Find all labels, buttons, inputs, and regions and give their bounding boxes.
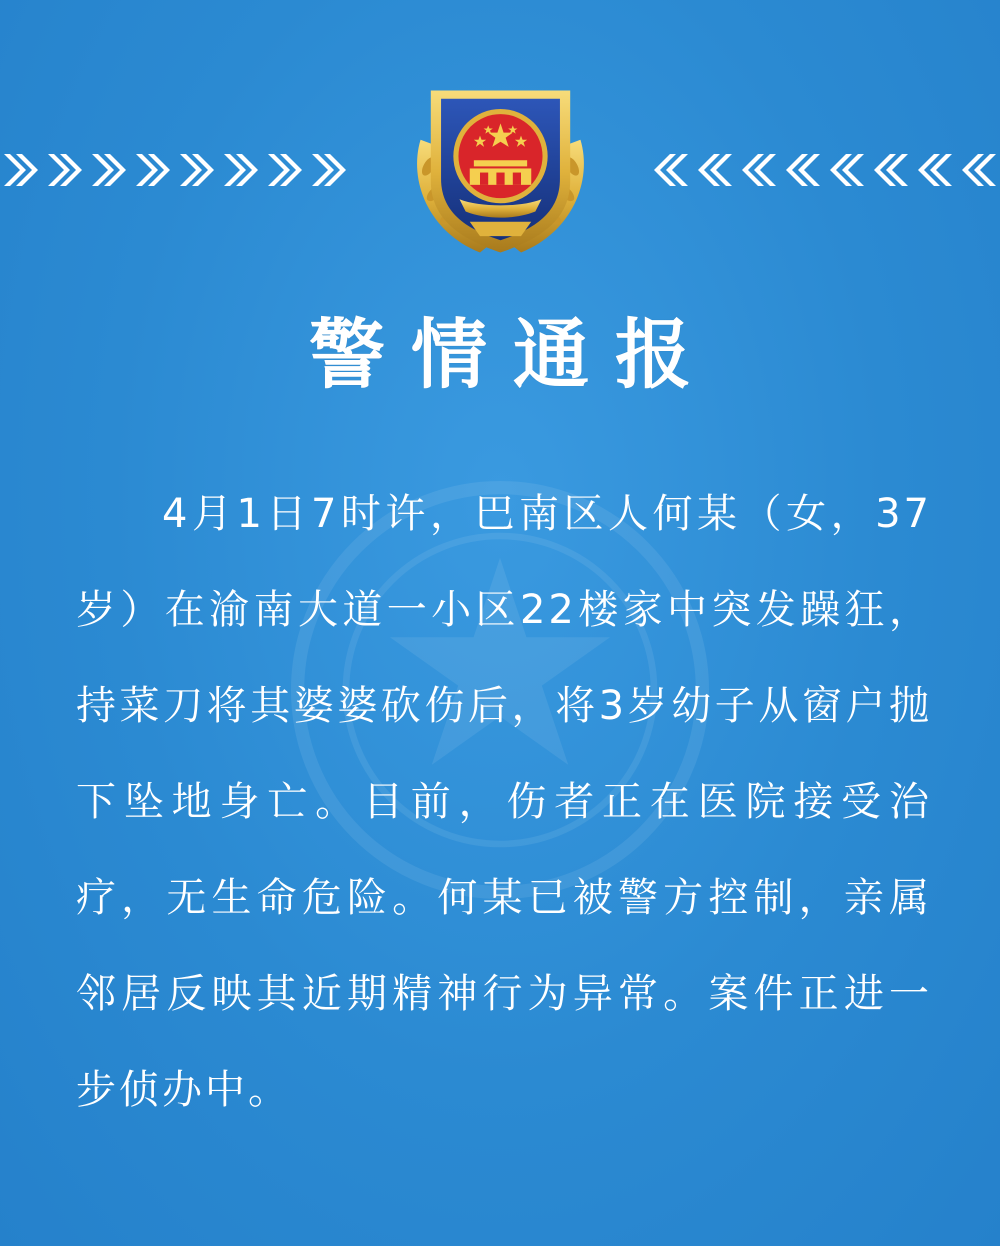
police-badge-icon bbox=[398, 68, 603, 273]
left-chevron-divider-icon bbox=[0, 150, 352, 190]
notice-body: 4月1日7时许，巴南区人何某（女，37岁）在渝南大道一小区22楼家中突发躁狂，持菜刀将其婆婆砍伤后，将3岁幼子从窗户抛下坠地身亡。目前，伤者正在医院接受治疗，无生命危险。何某已被警方控制，亲属邻居反映其近期精神行为异常。案件正进一步侦办中。 bbox=[76, 491, 932, 1113]
right-chevron-divider-icon bbox=[648, 150, 1000, 190]
notice-title: 警情通报 bbox=[309, 310, 717, 399]
